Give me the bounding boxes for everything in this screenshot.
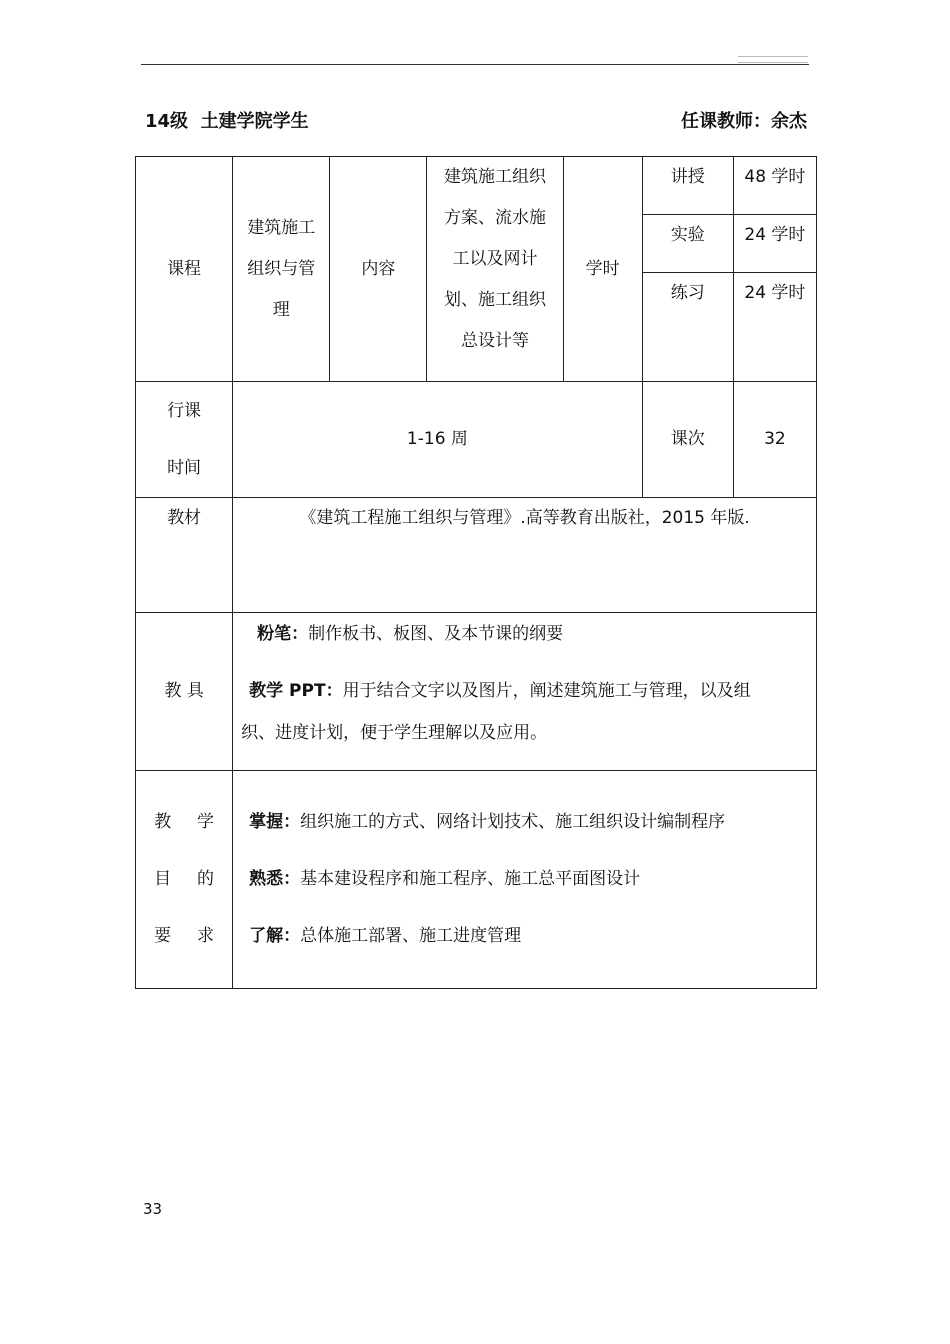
course-info-table — [135, 156, 817, 989]
hours-value-lab: 24 学时 — [733, 215, 816, 273]
hours-label: 学时 — [563, 157, 642, 382]
sessions-value: 32 — [733, 382, 816, 498]
hours-value-lecture: 48 学时 — [733, 157, 816, 215]
class-heading: 14级 土建学院学生 — [145, 111, 309, 132]
hours-type-lab: 实验 — [642, 215, 733, 273]
schedule-label — [136, 382, 233, 498]
hours-value-practice: 24 学时 — [733, 273, 816, 382]
content-line: 划、施工组织 — [444, 290, 547, 310]
goal-label: 熟悉： — [249, 869, 301, 889]
goal-item — [249, 908, 816, 965]
content-line: 建筑施工组织 — [444, 167, 547, 187]
goal-text: 总体施工部署、施工进度管理 — [300, 926, 522, 946]
schedule-label-line: 时间 — [167, 457, 202, 478]
hours-type-lecture: 讲授 — [642, 157, 733, 215]
course-name-line: 建筑施工 — [247, 217, 316, 238]
goal-text: 基本建设程序和施工程序、施工总平面图设计 — [300, 869, 641, 889]
tools-label: 教 具 — [136, 613, 233, 771]
goals-label-line: 要 求 — [154, 926, 225, 946]
header-rule — [141, 64, 809, 65]
tools-chalk — [241, 613, 808, 655]
content-line: 工以及网计 — [452, 249, 538, 269]
textbook-value: 《建筑工程施工组织与管理》.高等教育出版社，2015 年版. — [233, 498, 817, 613]
course-name — [233, 157, 330, 382]
course-name-line: 理 — [272, 299, 290, 320]
corner-mark — [738, 56, 808, 63]
course-name-line: 组织与管 — [247, 258, 316, 279]
tools-chalk-text: 制作板书、板图、及本节课的纲要 — [308, 624, 564, 644]
course-label: 课程 — [136, 157, 233, 382]
goal-label: 了解： — [249, 926, 301, 946]
schedule-label-line: 行课 — [167, 400, 202, 421]
goal-text: 组织施工的方式、网络计划技术、施工组织设计编制程序 — [300, 812, 726, 832]
goals-label — [136, 771, 233, 989]
content-line: 方案、流水施 — [444, 208, 547, 228]
tools-content — [233, 613, 817, 771]
goal-item — [249, 794, 816, 851]
content-text — [427, 157, 563, 382]
teacher-heading: 任课教师：余杰 — [681, 111, 807, 132]
schedule-value: 1-16 周 — [233, 382, 643, 498]
tools-ppt-text: 用于结合文字以及图片，阐述建筑施工与管理，以及组 — [342, 681, 751, 701]
tools-chalk-label: 粉笔： — [257, 624, 309, 644]
goal-item — [249, 851, 816, 908]
goals-label-line: 目 的 — [154, 869, 225, 889]
tools-ppt — [241, 670, 808, 712]
goals-content — [233, 771, 817, 989]
goals-label-line: 教 学 — [154, 812, 225, 832]
content-line: 总设计等 — [461, 331, 530, 351]
tools-ppt-continued: 织、进度计划，便于学生理解以及应用。 — [241, 723, 548, 743]
content-label: 内容 — [330, 157, 427, 382]
page-number: 33 — [143, 1200, 163, 1218]
tools-ppt-label: 教学 PPT： — [249, 681, 343, 701]
goal-label: 掌握： — [249, 812, 301, 832]
hours-type-practice: 练习 — [642, 273, 733, 382]
sessions-label: 课次 — [642, 382, 733, 498]
textbook-label: 教材 — [136, 498, 233, 613]
